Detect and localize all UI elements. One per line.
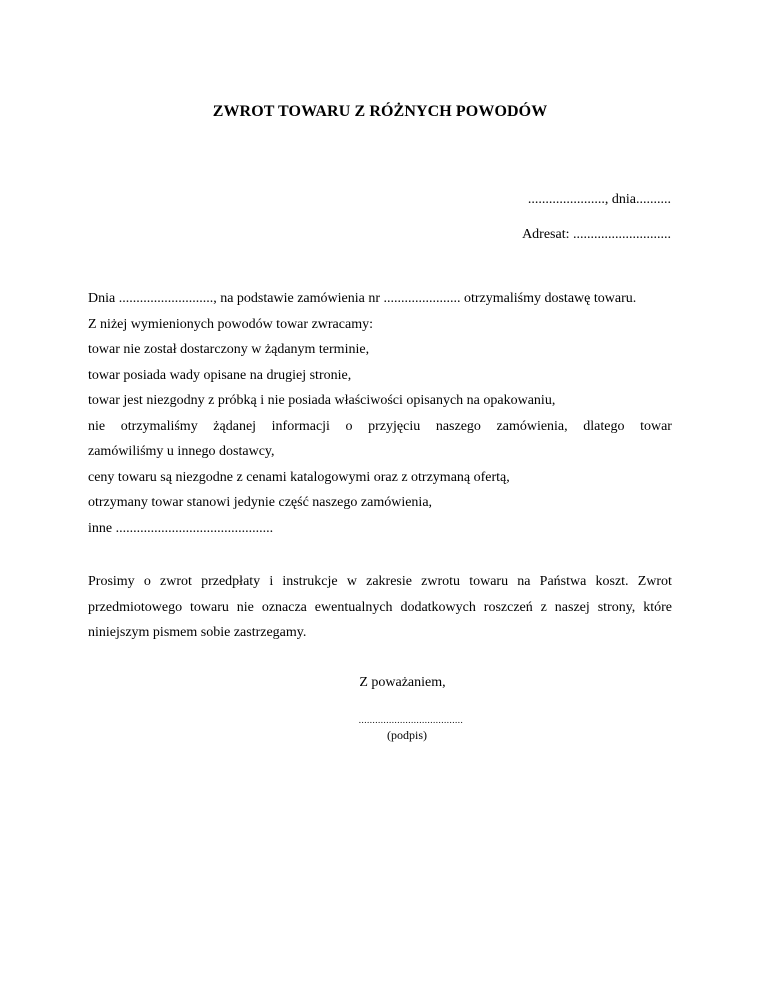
reason-item: nie otrzymaliśmy żądanej informacji o przyjęciu naszego zamówienia, dlatego towar xyxy=(88,418,672,434)
refund-line: przedmiotowego towaru nie oznacza ewentualnych dodatkowych roszczeń z naszej strony, które xyxy=(88,599,672,615)
signature-label: (podpis) xyxy=(387,728,427,742)
document-title: ZWROT TOWARU Z RÓŻNYCH POWODÓW xyxy=(212,103,548,120)
signature-line: ...................................... xyxy=(358,715,464,725)
reason-item: towar nie został dostarczony w żądanym terminie, xyxy=(88,342,370,357)
reason-item: otrzymany towar stanowi jedynie część naszego zamówienia, xyxy=(88,495,433,510)
reason-item: ceny towaru są niezgodne z cenami katalogowymi oraz z otrzymaną ofertą, xyxy=(88,469,510,485)
date-line: ......................, dnia.......... xyxy=(527,192,671,207)
paragraph-refund-request xyxy=(88,569,672,646)
refund-line: Prosimy o zwrot przedpłaty i instrukcje w zakresie zwrotu towaru na Państwa koszt. Zwrot xyxy=(88,574,672,589)
paragraph-return-reasons xyxy=(88,286,672,541)
addressee-line: Adresat: ............................ xyxy=(522,227,671,242)
closing-salutation: Z poważaniem, xyxy=(359,675,446,690)
refund-line: niniejszym pismem sobie zastrzegamy. xyxy=(88,625,307,640)
reason-item-other: inne ............................................. xyxy=(88,520,274,536)
delivery-line: Dnia ..........................., na podstawie zamówienia nr ...................... otrzymaliśmy dostawę towaru. xyxy=(88,291,637,306)
reason-item: towar jest niezgodny z próbką i nie posiada właściwości opisanych na opakowaniu, xyxy=(88,393,556,408)
reasons-intro-line: Z niżej wymienionych powodów towar zwracamy: xyxy=(88,316,373,332)
reason-item-continued: zamówiliśmy u innego dostawcy, xyxy=(88,444,275,459)
reason-item: towar posiada wady opisane na drugiej stronie, xyxy=(88,367,352,383)
